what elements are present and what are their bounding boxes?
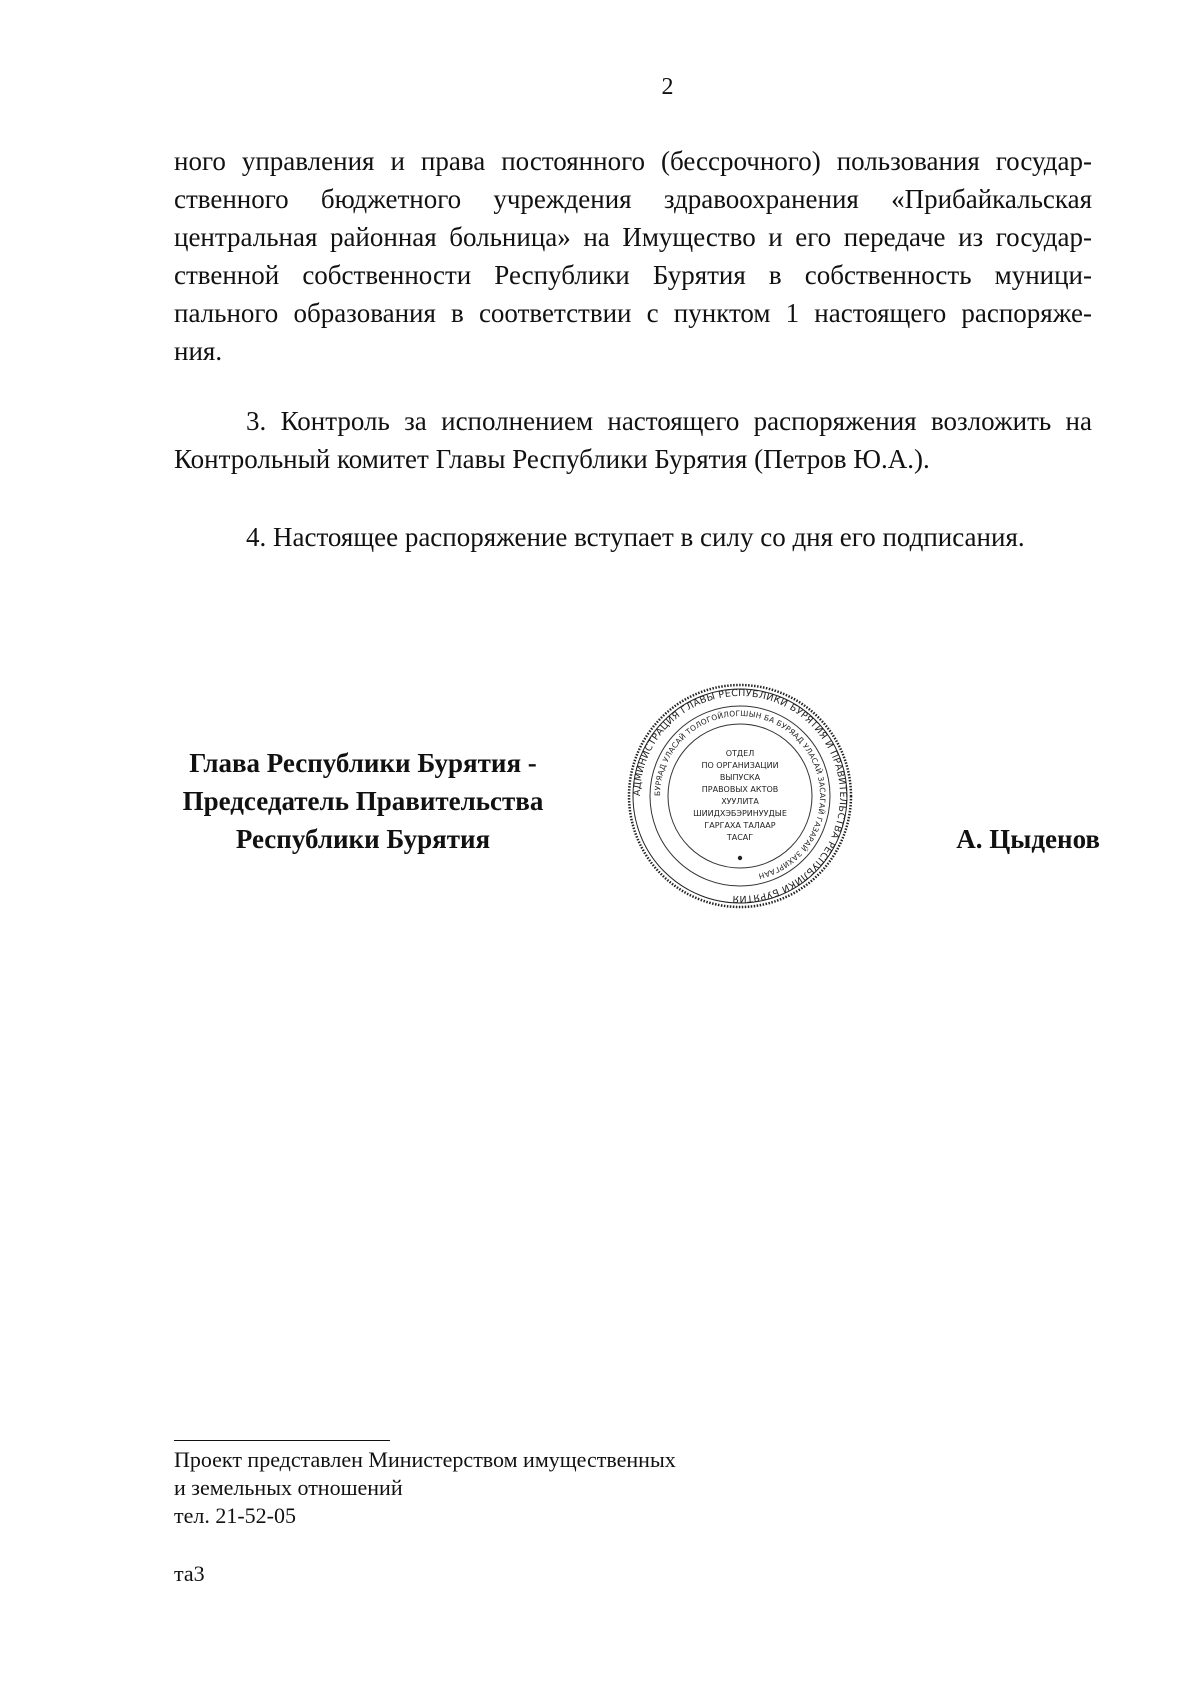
official-seal xyxy=(626,682,854,910)
seal-center-line: ПО ОРГАНИЗАЦИИ xyxy=(701,761,779,770)
paragraph-3-line: 3. Контроль за исполнением настоящего распоряжения возложить на xyxy=(246,406,1092,436)
signatory-title-line: Глава Республики Бурятия - xyxy=(189,748,537,778)
signatory-name: А. Цыденов xyxy=(956,824,1100,854)
seal-center-line: ШИИДХЭБЭРИНУУДЫЕ xyxy=(693,809,787,818)
document-code: та3 xyxy=(174,1561,205,1586)
seal-center-line: ГАРГАХА ТАЛААР xyxy=(704,821,776,830)
footnote xyxy=(174,1446,874,1530)
seal-inner-text: БУРЯАД УЛАСАЙ ТОЛОГОЙЛОГШЫН БА БУРЯАД УЛАСАЙ ЗАСАГАЙ ГАЗАРАЙ ЗАХИРГААН xyxy=(652,708,828,881)
seal-center-dot-icon xyxy=(738,856,742,860)
footnote-line: тел. 21-52-05 xyxy=(174,1503,297,1528)
seal-center-line: ТАСАГ xyxy=(726,833,754,842)
paragraph-2-line: ного управления и права постоянного (бессрочного) пользования государ- xyxy=(174,146,1092,176)
page-number: 2 xyxy=(661,74,674,100)
footnote-line: и земельных отношений xyxy=(174,1475,403,1500)
paragraph-2-line: центральная районная больница» на Имущество и его передаче из государ- xyxy=(174,222,1092,252)
paragraph-2-line: ственной собственности Республики Бурятия в собственность муници- xyxy=(174,260,1092,290)
footnote-divider xyxy=(174,1440,390,1441)
paragraph-3 xyxy=(174,402,1092,478)
signatory-title xyxy=(158,744,568,858)
paragraph-2-line: ственного бюджетного учреждения здравоохранения «Прибайкальская xyxy=(174,184,1092,214)
paragraph-2-line: ния. xyxy=(174,336,223,366)
seal-center-line: ПРАВОВЫХ АКТОВ xyxy=(701,785,779,794)
paragraph-4: 4. Настоящее распоряжение вступает в силу со дня его подписания. xyxy=(246,522,1025,552)
footnote-line: Проект представлен Министерством имущественных xyxy=(174,1447,676,1472)
signatory-title-line: Республики Бурятия xyxy=(235,824,491,854)
seal-center-line: ВЫПУСКА xyxy=(719,773,761,782)
seal-center-line: ОТДЕЛ xyxy=(725,749,755,758)
paragraph-3-line: Контрольный комитет Главы Республики Бурятия (Петров Ю.А.). xyxy=(174,444,930,474)
paragraph-2-line: пального образования в соответствии с пунктом 1 настоящего распоряже- xyxy=(174,298,1092,328)
svg-text:БУРЯАД УЛАСАЙ ТОЛОГОЙЛОГШЫН БА xyxy=(653,709,827,881)
paragraph-2 xyxy=(174,142,1092,370)
seal-center-line: ХУУЛИТА xyxy=(721,797,759,806)
seal-outer-text: АДМИНИСТРАЦИЯ ГЛАВЫ РЕСПУБЛИКИ БУРЯТИЯ И ПРАВИТЕЛЬСТВА РЕСПУБЛИКИ БУРЯТИЯ xyxy=(631,687,849,905)
signatory-title-line: Председатель Правительства xyxy=(182,786,544,816)
